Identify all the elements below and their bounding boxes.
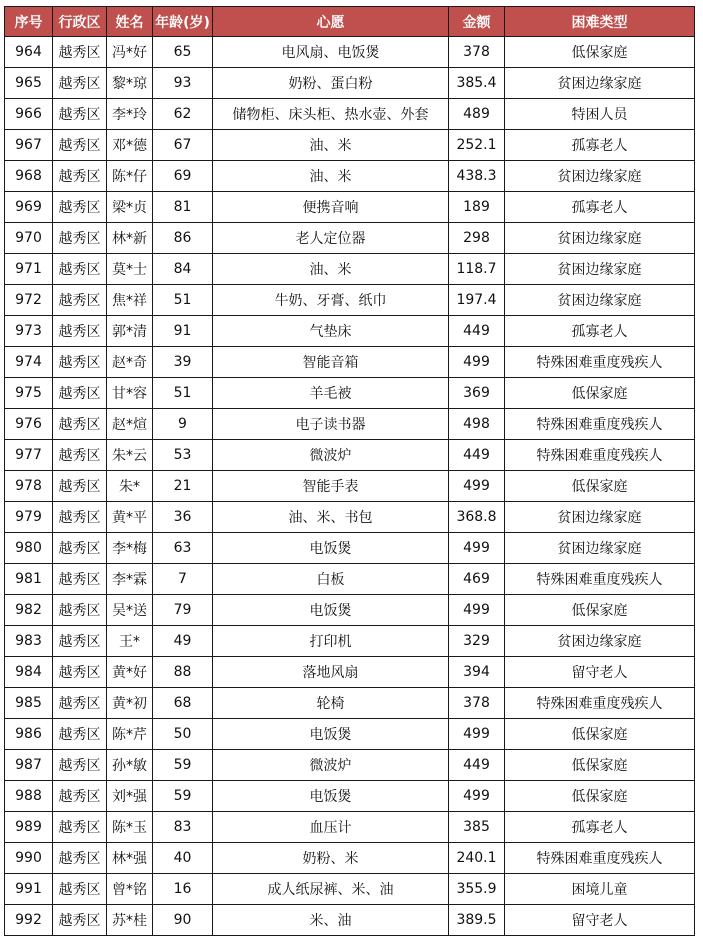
cell-name: 焦*祥 <box>107 285 153 316</box>
cell-amount: 499 <box>449 719 505 750</box>
cell-district: 越秀区 <box>53 905 107 936</box>
cell-index: 975 <box>5 378 53 409</box>
cell-age: 81 <box>153 192 213 223</box>
cell-name: 李*梅 <box>107 533 153 564</box>
cell-wish: 打印机 <box>213 626 449 657</box>
table-row <box>5 502 695 533</box>
table-row <box>5 657 695 688</box>
cell-name: 陈*玉 <box>107 812 153 843</box>
cell-wish: 电饭煲 <box>213 533 449 564</box>
cell-amount: 378 <box>449 688 505 719</box>
cell-wish: 气垫床 <box>213 316 449 347</box>
cell-hardship-type: 贫困边缘家庭 <box>505 502 695 533</box>
cell-wish: 血压计 <box>213 812 449 843</box>
table-row <box>5 688 695 719</box>
table-row <box>5 130 695 161</box>
cell-district: 越秀区 <box>53 750 107 781</box>
cell-name: 孙*敏 <box>107 750 153 781</box>
cell-age: 21 <box>153 471 213 502</box>
cell-wish: 智能音箱 <box>213 347 449 378</box>
cell-name: 曾*铭 <box>107 874 153 905</box>
cell-name: 李*霖 <box>107 564 153 595</box>
cell-index: 980 <box>5 533 53 564</box>
cell-district: 越秀区 <box>53 533 107 564</box>
cell-name: 邓*德 <box>107 130 153 161</box>
cell-wish: 奶粉、蛋白粉 <box>213 68 449 99</box>
table-row <box>5 843 695 874</box>
cell-name: 黎*琼 <box>107 68 153 99</box>
cell-hardship-type: 低保家庭 <box>505 595 695 626</box>
cell-age: 7 <box>153 564 213 595</box>
table-row <box>5 874 695 905</box>
cell-hardship-type: 孤寡老人 <box>505 316 695 347</box>
cell-amount: 329 <box>449 626 505 657</box>
table-row <box>5 781 695 812</box>
cell-wish: 电饭煲 <box>213 595 449 626</box>
cell-name: 陈*仔 <box>107 161 153 192</box>
cell-amount: 499 <box>449 781 505 812</box>
cell-name: 林*新 <box>107 223 153 254</box>
cell-index: 990 <box>5 843 53 874</box>
cell-name: 甘*容 <box>107 378 153 409</box>
cell-age: 59 <box>153 750 213 781</box>
cell-wish: 微波炉 <box>213 440 449 471</box>
cell-index: 974 <box>5 347 53 378</box>
cell-district: 越秀区 <box>53 595 107 626</box>
table-row <box>5 99 695 130</box>
cell-name: 郭*清 <box>107 316 153 347</box>
cell-age: 79 <box>153 595 213 626</box>
cell-age: 69 <box>153 161 213 192</box>
cell-hardship-type: 留守老人 <box>505 657 695 688</box>
cell-hardship-type: 贫困边缘家庭 <box>505 533 695 564</box>
table-body <box>5 37 695 936</box>
cell-wish: 便携音响 <box>213 192 449 223</box>
cell-hardship-type: 低保家庭 <box>505 719 695 750</box>
header-hardship-type: 困难类型 <box>505 7 695 37</box>
table-row <box>5 37 695 68</box>
cell-amount: 118.7 <box>449 254 505 285</box>
cell-district: 越秀区 <box>53 471 107 502</box>
cell-wish: 智能手表 <box>213 471 449 502</box>
cell-age: 9 <box>153 409 213 440</box>
cell-index: 973 <box>5 316 53 347</box>
cell-index: 978 <box>5 471 53 502</box>
cell-name: 吴*送 <box>107 595 153 626</box>
cell-amount: 438.3 <box>449 161 505 192</box>
cell-name: 朱* <box>107 471 153 502</box>
table-row <box>5 316 695 347</box>
cell-amount: 499 <box>449 347 505 378</box>
cell-wish: 油、米 <box>213 130 449 161</box>
table-row <box>5 750 695 781</box>
cell-age: 93 <box>153 68 213 99</box>
cell-name: 黄*初 <box>107 688 153 719</box>
cell-hardship-type: 孤寡老人 <box>505 812 695 843</box>
cell-age: 51 <box>153 285 213 316</box>
cell-index: 984 <box>5 657 53 688</box>
cell-index: 991 <box>5 874 53 905</box>
cell-age: 39 <box>153 347 213 378</box>
cell-amount: 385 <box>449 812 505 843</box>
cell-age: 51 <box>153 378 213 409</box>
cell-age: 16 <box>153 874 213 905</box>
header-age: 年龄(岁) <box>153 7 213 37</box>
cell-amount: 378 <box>449 37 505 68</box>
cell-district: 越秀区 <box>53 812 107 843</box>
cell-age: 49 <box>153 626 213 657</box>
cell-hardship-type: 特殊困难重度残疾人 <box>505 347 695 378</box>
cell-age: 63 <box>153 533 213 564</box>
cell-hardship-type: 孤寡老人 <box>505 192 695 223</box>
cell-age: 59 <box>153 781 213 812</box>
cell-index: 986 <box>5 719 53 750</box>
cell-wish: 奶粉、米 <box>213 843 449 874</box>
cell-wish: 油、米 <box>213 161 449 192</box>
cell-name: 黄*平 <box>107 502 153 533</box>
cell-hardship-type: 低保家庭 <box>505 781 695 812</box>
cell-district: 越秀区 <box>53 254 107 285</box>
cell-amount: 499 <box>449 533 505 564</box>
table-row <box>5 161 695 192</box>
cell-index: 969 <box>5 192 53 223</box>
cell-district: 越秀区 <box>53 843 107 874</box>
table-row <box>5 812 695 843</box>
cell-name: 赵*煊 <box>107 409 153 440</box>
cell-name: 梁*贞 <box>107 192 153 223</box>
cell-age: 88 <box>153 657 213 688</box>
cell-age: 91 <box>153 316 213 347</box>
table-row <box>5 347 695 378</box>
cell-wish: 油、米 <box>213 254 449 285</box>
cell-name: 李*玲 <box>107 99 153 130</box>
header-wish: 心愿 <box>213 7 449 37</box>
cell-amount: 298 <box>449 223 505 254</box>
cell-hardship-type: 特困人员 <box>505 99 695 130</box>
cell-hardship-type: 留守老人 <box>505 905 695 936</box>
cell-hardship-type: 低保家庭 <box>505 471 695 502</box>
table-row <box>5 471 695 502</box>
cell-district: 越秀区 <box>53 223 107 254</box>
header-district: 行政区 <box>53 7 107 37</box>
cell-index: 966 <box>5 99 53 130</box>
cell-name: 黄*好 <box>107 657 153 688</box>
cell-wish: 牛奶、牙膏、纸巾 <box>213 285 449 316</box>
cell-age: 50 <box>153 719 213 750</box>
cell-age: 90 <box>153 905 213 936</box>
cell-wish: 成人纸尿裤、米、油 <box>213 874 449 905</box>
cell-district: 越秀区 <box>53 719 107 750</box>
table-row <box>5 564 695 595</box>
cell-name: 王* <box>107 626 153 657</box>
cell-hardship-type: 特殊困难重度残疾人 <box>505 440 695 471</box>
cell-district: 越秀区 <box>53 874 107 905</box>
cell-district: 越秀区 <box>53 781 107 812</box>
cell-district: 越秀区 <box>53 688 107 719</box>
table-row <box>5 533 695 564</box>
cell-name: 林*强 <box>107 843 153 874</box>
cell-district: 越秀区 <box>53 130 107 161</box>
cell-index: 972 <box>5 285 53 316</box>
cell-index: 988 <box>5 781 53 812</box>
cell-hardship-type: 特殊困难重度残疾人 <box>505 843 695 874</box>
cell-hardship-type: 低保家庭 <box>505 37 695 68</box>
cell-hardship-type: 低保家庭 <box>505 750 695 781</box>
cell-index: 985 <box>5 688 53 719</box>
table-header <box>5 7 695 37</box>
cell-age: 67 <box>153 130 213 161</box>
cell-index: 987 <box>5 750 53 781</box>
cell-age: 84 <box>153 254 213 285</box>
cell-name: 莫*士 <box>107 254 153 285</box>
table-row <box>5 719 695 750</box>
cell-district: 越秀区 <box>53 99 107 130</box>
cell-name: 苏*桂 <box>107 905 153 936</box>
cell-index: 981 <box>5 564 53 595</box>
cell-age: 40 <box>153 843 213 874</box>
cell-district: 越秀区 <box>53 409 107 440</box>
table-row <box>5 223 695 254</box>
cell-amount: 394 <box>449 657 505 688</box>
cell-age: 65 <box>153 37 213 68</box>
cell-district: 越秀区 <box>53 564 107 595</box>
cell-district: 越秀区 <box>53 440 107 471</box>
cell-district: 越秀区 <box>53 37 107 68</box>
cell-wish: 储物柜、床头柜、热水壶、外套 <box>213 99 449 130</box>
table-row <box>5 440 695 471</box>
cell-name: 冯*好 <box>107 37 153 68</box>
cell-district: 越秀区 <box>53 161 107 192</box>
cell-district: 越秀区 <box>53 68 107 99</box>
cell-index: 970 <box>5 223 53 254</box>
table-row <box>5 409 695 440</box>
table-row <box>5 905 695 936</box>
cell-index: 976 <box>5 409 53 440</box>
cell-wish: 油、米、书包 <box>213 502 449 533</box>
cell-wish: 电饭煲 <box>213 781 449 812</box>
wish-list-table <box>4 6 695 936</box>
cell-amount: 369 <box>449 378 505 409</box>
cell-index: 977 <box>5 440 53 471</box>
cell-index: 989 <box>5 812 53 843</box>
table-row <box>5 626 695 657</box>
cell-hardship-type: 贫困边缘家庭 <box>505 223 695 254</box>
cell-hardship-type: 贫困边缘家庭 <box>505 254 695 285</box>
cell-wish: 电子读书器 <box>213 409 449 440</box>
cell-age: 62 <box>153 99 213 130</box>
cell-amount: 489 <box>449 99 505 130</box>
cell-age: 83 <box>153 812 213 843</box>
header-name: 姓名 <box>107 7 153 37</box>
cell-wish: 落地风扇 <box>213 657 449 688</box>
cell-district: 越秀区 <box>53 502 107 533</box>
cell-hardship-type: 特殊困难重度残疾人 <box>505 564 695 595</box>
cell-wish: 电饭煲 <box>213 719 449 750</box>
table-row <box>5 254 695 285</box>
cell-index: 964 <box>5 37 53 68</box>
cell-wish: 老人定位器 <box>213 223 449 254</box>
cell-hardship-type: 贫困边缘家庭 <box>505 626 695 657</box>
cell-amount: 449 <box>449 750 505 781</box>
cell-hardship-type: 贫困边缘家庭 <box>505 68 695 99</box>
cell-name: 刘*强 <box>107 781 153 812</box>
cell-amount: 498 <box>449 409 505 440</box>
cell-index: 982 <box>5 595 53 626</box>
cell-hardship-type: 困境儿童 <box>505 874 695 905</box>
cell-index: 983 <box>5 626 53 657</box>
cell-amount: 449 <box>449 440 505 471</box>
cell-age: 86 <box>153 223 213 254</box>
cell-amount: 355.9 <box>449 874 505 905</box>
cell-wish: 电风扇、电饭煲 <box>213 37 449 68</box>
cell-name: 朱*云 <box>107 440 153 471</box>
cell-index: 979 <box>5 502 53 533</box>
cell-hardship-type: 低保家庭 <box>505 378 695 409</box>
cell-index: 967 <box>5 130 53 161</box>
header-index: 序号 <box>5 7 53 37</box>
cell-hardship-type: 特殊困难重度残疾人 <box>505 688 695 719</box>
cell-amount: 499 <box>449 595 505 626</box>
table-row <box>5 192 695 223</box>
cell-index: 965 <box>5 68 53 99</box>
table-row <box>5 285 695 316</box>
cell-district: 越秀区 <box>53 285 107 316</box>
cell-district: 越秀区 <box>53 192 107 223</box>
cell-amount: 449 <box>449 316 505 347</box>
cell-hardship-type: 孤寡老人 <box>505 130 695 161</box>
cell-district: 越秀区 <box>53 657 107 688</box>
header-amount: 金额 <box>449 7 505 37</box>
cell-amount: 389.5 <box>449 905 505 936</box>
cell-amount: 499 <box>449 471 505 502</box>
cell-amount: 189 <box>449 192 505 223</box>
cell-age: 53 <box>153 440 213 471</box>
cell-amount: 368.8 <box>449 502 505 533</box>
cell-hardship-type: 贫困边缘家庭 <box>505 161 695 192</box>
table-row <box>5 68 695 99</box>
cell-wish: 羊毛被 <box>213 378 449 409</box>
cell-hardship-type: 贫困边缘家庭 <box>505 285 695 316</box>
cell-name: 赵*奇 <box>107 347 153 378</box>
cell-amount: 197.4 <box>449 285 505 316</box>
cell-district: 越秀区 <box>53 316 107 347</box>
cell-hardship-type: 特殊困难重度残疾人 <box>505 409 695 440</box>
cell-amount: 252.1 <box>449 130 505 161</box>
table-row <box>5 378 695 409</box>
cell-wish: 白板 <box>213 564 449 595</box>
cell-amount: 469 <box>449 564 505 595</box>
cell-wish: 轮椅 <box>213 688 449 719</box>
cell-age: 68 <box>153 688 213 719</box>
cell-amount: 240.1 <box>449 843 505 874</box>
cell-name: 陈*芹 <box>107 719 153 750</box>
table-row <box>5 595 695 626</box>
cell-age: 36 <box>153 502 213 533</box>
cell-amount: 385.4 <box>449 68 505 99</box>
cell-index: 992 <box>5 905 53 936</box>
cell-index: 971 <box>5 254 53 285</box>
cell-district: 越秀区 <box>53 347 107 378</box>
header-row <box>5 7 695 37</box>
cell-wish: 米、油 <box>213 905 449 936</box>
cell-district: 越秀区 <box>53 626 107 657</box>
cell-district: 越秀区 <box>53 378 107 409</box>
cell-wish: 微波炉 <box>213 750 449 781</box>
cell-index: 968 <box>5 161 53 192</box>
